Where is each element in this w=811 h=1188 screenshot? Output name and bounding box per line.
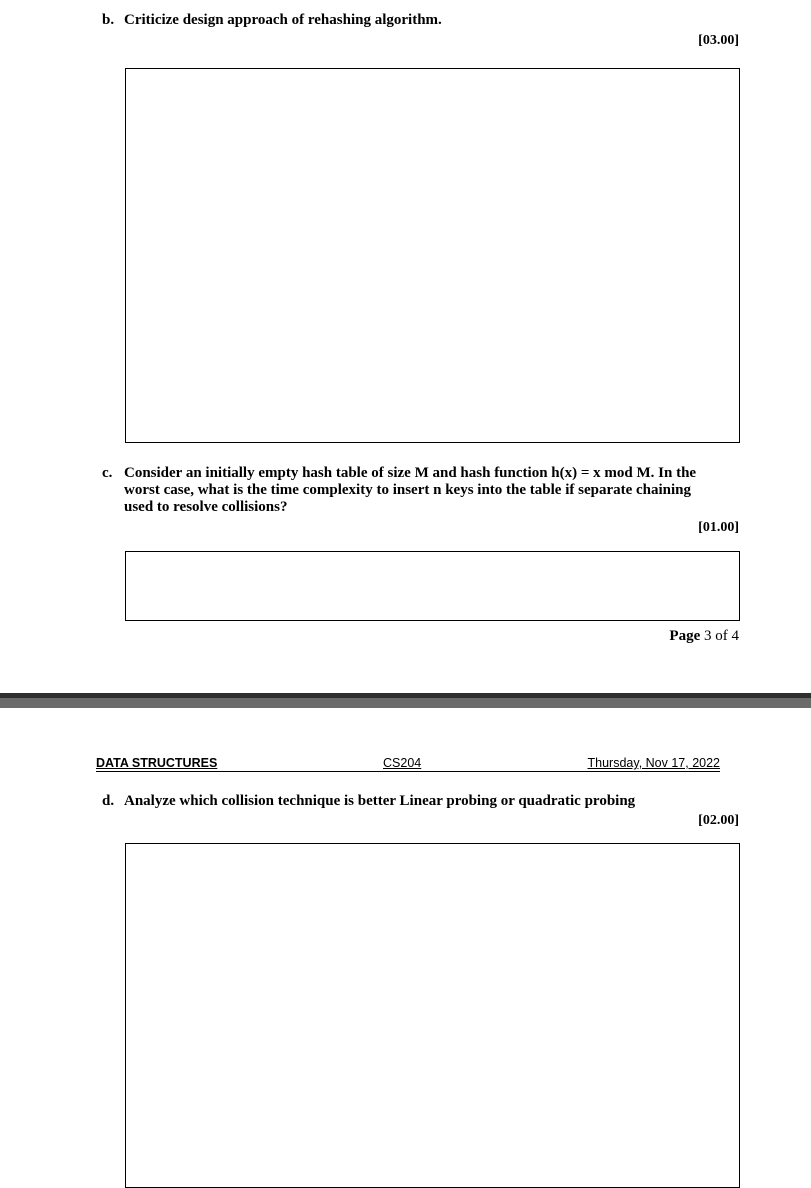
header-course-code: CS204 — [383, 756, 422, 770]
question-d-answer-box[interactable] — [125, 843, 740, 1188]
question-c-label: c. — [102, 465, 113, 481]
question-d-label: d. — [102, 793, 115, 809]
header-date: Thursday, Nov 17, 2022 — [587, 756, 720, 770]
question-c-marks: [01.00] — [698, 520, 739, 535]
page-header — [96, 756, 720, 772]
total-pages: 4 — [731, 628, 739, 644]
question-c-text — [124, 465, 696, 516]
page-separator-shadow — [0, 693, 811, 698]
page-word: Page — [669, 628, 701, 644]
question-d-marks: [02.00] — [698, 813, 739, 828]
question-b-marks: [03.00] — [698, 33, 739, 48]
question-c-line-2: worst case, what is the time complexity to insert n keys into the table if separate chaining — [124, 482, 692, 498]
page-separator — [0, 693, 811, 708]
header-course: DATA STRUCTURES — [96, 756, 218, 770]
question-b-text: Criticize design approach of rehashing algorithm. — [124, 12, 442, 28]
current-page: 3 — [704, 628, 712, 644]
question-c-line-1: Consider an initially empty hash table of size M and hash function h(x) = x mod M. In the — [124, 465, 697, 481]
question-d-text: Analyze which collision technique is better Linear probing or quadratic probing — [124, 793, 636, 809]
question-c-answer-box[interactable] — [125, 551, 740, 621]
page-number — [669, 628, 739, 645]
page-4 — [0, 708, 811, 1176]
question-b-answer-box[interactable] — [125, 68, 740, 443]
question-b-label: b. — [102, 12, 115, 28]
question-c-line-3: used to resolve collisions? — [124, 499, 288, 515]
of-word: of — [715, 628, 728, 644]
